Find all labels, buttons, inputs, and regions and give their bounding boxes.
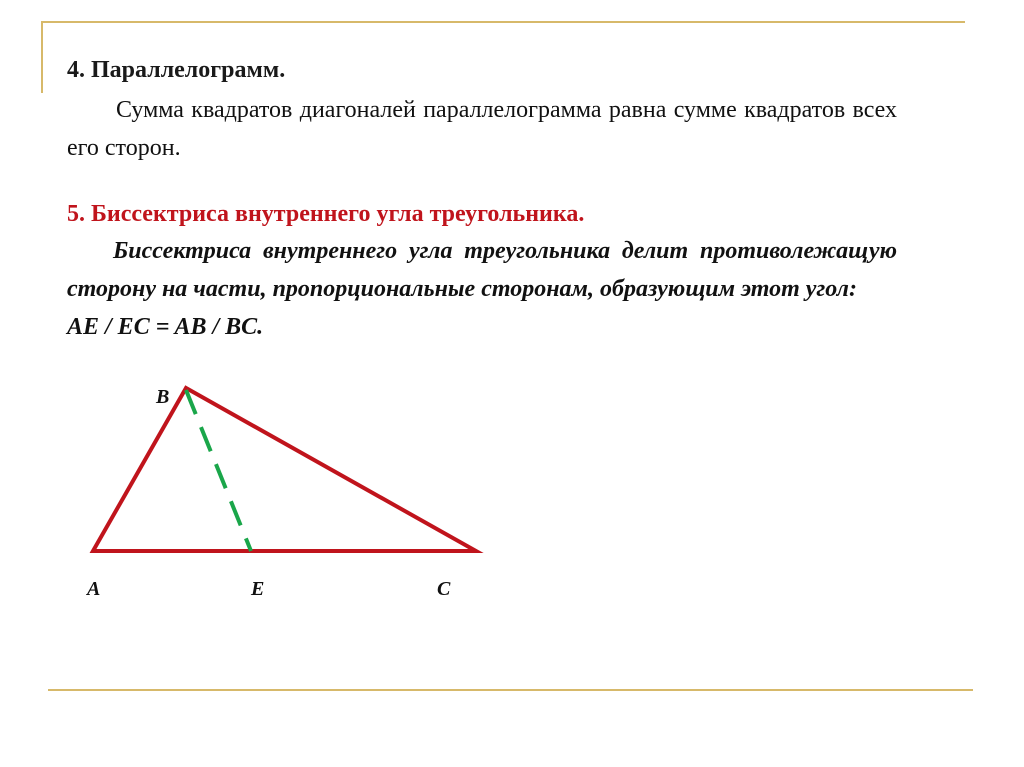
section-5-text: Биссектриса внутреннего угла треугольника делит противолежащую сторону на части, пропорциональные сторонам, образующим этот угол: <box>67 238 897 302</box>
point-label-e: E <box>251 578 265 600</box>
triangle-abc <box>93 388 476 551</box>
bisector-be <box>186 390 251 551</box>
vertex-label-c: C <box>437 578 451 600</box>
section-4-title: 4. Параллелограмм. <box>67 57 286 83</box>
section-5-formula: AE / EC = AB / BC. <box>67 314 264 340</box>
section-5-title: 5. Биссектриса внутреннего угла треугольника. <box>67 201 585 227</box>
vertex-label-b: B <box>156 386 170 408</box>
vertex-label-a: A <box>87 578 101 600</box>
section-4-text: Сумма квадратов диагоналей параллелограмма равна сумме квадратов всех его сторон. <box>67 97 897 161</box>
